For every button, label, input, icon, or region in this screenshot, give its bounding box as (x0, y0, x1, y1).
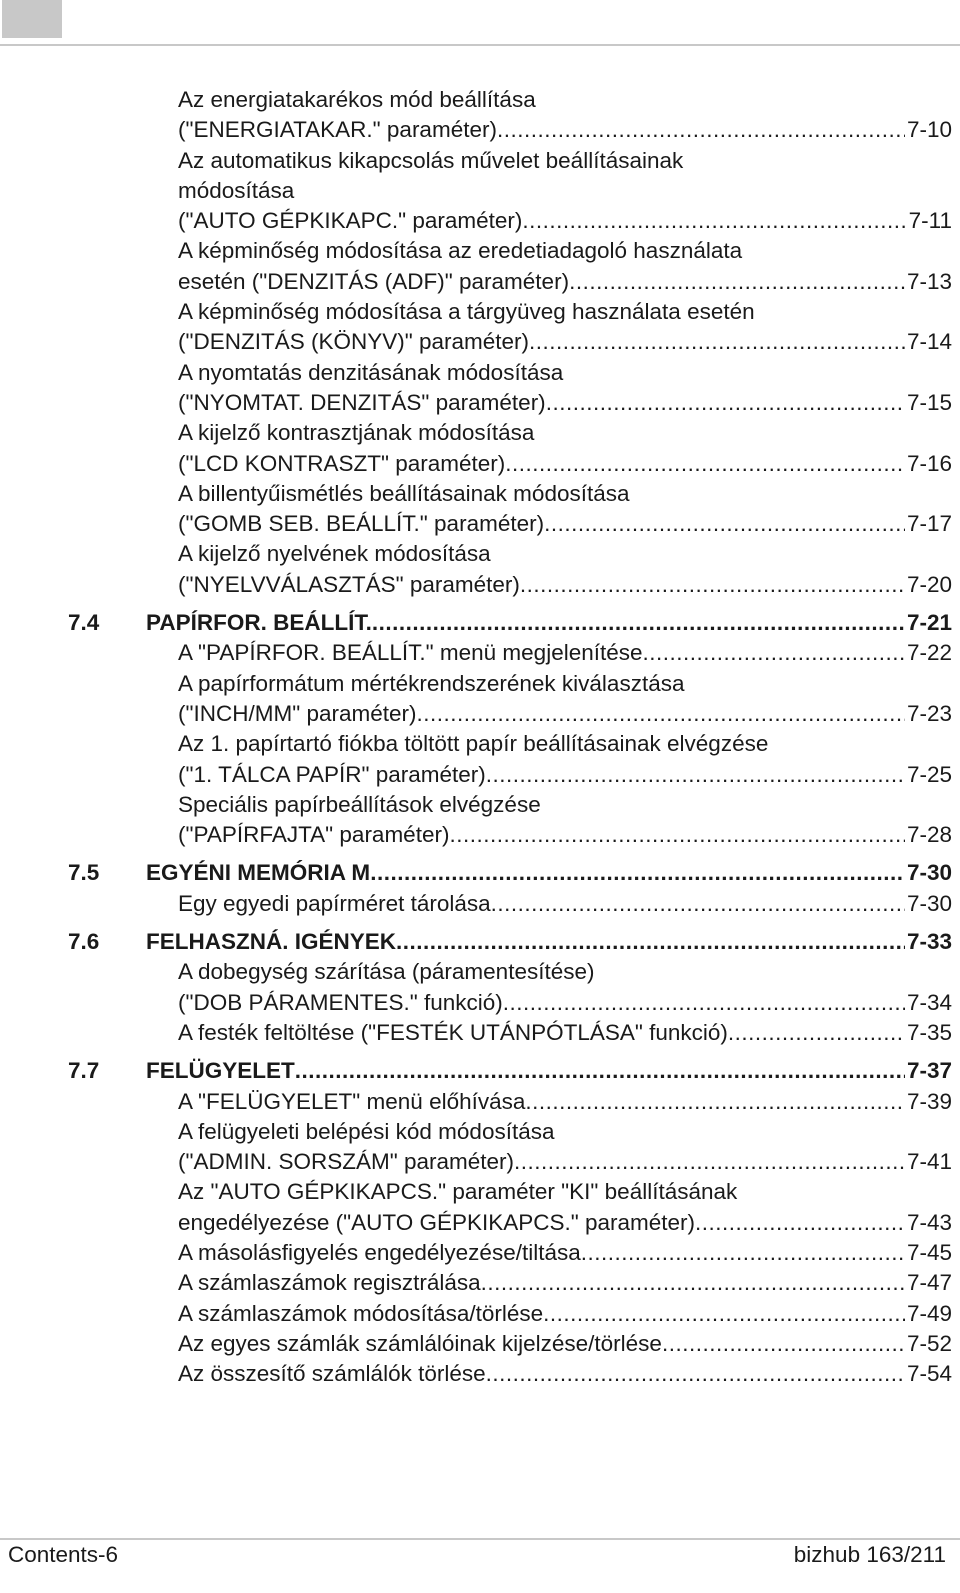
page-number: 7-28 (906, 822, 952, 848)
page-number: 7-37 (906, 1058, 952, 1084)
page-number: 7-23 (906, 700, 952, 726)
toc-entry[interactable] (60, 1238, 952, 1268)
footer-page-label: Contents-6 (8, 1542, 119, 1567)
page-number: 7-16 (906, 450, 952, 476)
dot-leader (486, 760, 905, 790)
entry-title-line: A képminőség módosítása a tárgyüveg használata esetén (178, 299, 755, 325)
entry-title-line: A kijelző kontrasztjának módosítása (178, 420, 535, 446)
dot-leader (372, 608, 905, 638)
entry-title-line: ("ADMIN. SORSZÁM" paraméter) (178, 1149, 515, 1175)
toc-entry[interactable] (60, 146, 952, 237)
footer-product-name: bizhub 163/211 (793, 1542, 946, 1567)
dot-leader (544, 509, 905, 539)
page-number: 7-39 (906, 1088, 952, 1114)
entry-title-line: A nyomtatás denzitásának módosítása (178, 359, 564, 385)
toc-entry[interactable] (60, 1329, 952, 1359)
entry-title-line: A dobegység szárítása (páramentesítése) (178, 959, 595, 985)
entry-title-line: A festék feltöltése ("FESTÉK UTÁNPÓTLÁSA" funkció) (178, 1019, 728, 1045)
page-number: 7-13 (906, 268, 952, 294)
entry-title-line: A számlaszámok módosítása/törlése (178, 1300, 544, 1326)
section-number: 7.7 (68, 1058, 100, 1084)
page-number: 7-43 (906, 1209, 952, 1235)
table-of-contents (60, 85, 952, 1389)
entry-title-line: FELÜGYELET (146, 1058, 295, 1084)
dot-leader (525, 1087, 905, 1117)
entry-title-line: Az 1. papírtartó fiókba töltött papír beállításainak elvégzése (178, 731, 769, 757)
toc-entry[interactable] (60, 889, 952, 919)
toc-entry[interactable] (60, 479, 952, 540)
toc-entry[interactable] (60, 729, 952, 790)
dot-leader (481, 1268, 905, 1298)
toc-entry[interactable] (60, 236, 952, 297)
page-number: 7-10 (906, 117, 952, 143)
entry-title-line: FELHASZNÁ. IGÉNYEK (146, 929, 397, 955)
toc-entry[interactable] (60, 418, 952, 479)
page-number: 7-30 (906, 890, 952, 916)
page-number: 7-22 (906, 640, 952, 666)
dot-leader (643, 638, 905, 668)
entry-title-line: ("DENZITÁS (KÖNYV)" paraméter) (178, 329, 530, 355)
page-number: 7-17 (906, 511, 952, 537)
page-number: 7-20 (906, 571, 952, 597)
toc-section-heading[interactable] (60, 1056, 952, 1086)
dot-leader (486, 1359, 905, 1389)
page-number: 7-49 (906, 1300, 952, 1326)
dot-leader (569, 267, 905, 297)
page-number: 7-15 (906, 389, 952, 415)
page-number: 7-21 (906, 610, 952, 636)
dot-leader (581, 1238, 905, 1268)
dot-leader (449, 820, 905, 850)
page-number: 7-14 (906, 329, 952, 355)
dot-leader (497, 115, 905, 145)
toc-entry[interactable] (60, 669, 952, 730)
page-number: 7-41 (906, 1149, 952, 1175)
toc-section-heading[interactable] (60, 927, 952, 957)
dot-leader (529, 327, 905, 357)
corner-tab (2, 0, 62, 38)
dot-leader (417, 699, 905, 729)
dot-leader (396, 927, 905, 957)
toc-entry[interactable] (60, 85, 952, 146)
entry-title-line: ("NYOMTAT. DENZITÁS" paraméter) (178, 389, 546, 415)
entry-title-line: A "PAPÍRFOR. BEÁLLÍT." menü megjelenítése (178, 640, 643, 666)
entry-title-line: A másolásfigyelés engedélyezése/tiltása (178, 1239, 581, 1265)
dot-leader (546, 388, 905, 418)
entry-title-line: PAPÍRFOR. BEÁLLÍT. (146, 610, 372, 636)
entry-title-line: esetén ("DENZITÁS (ADF)" paraméter) (178, 268, 570, 294)
entry-title-line: ("GOMB SEB. BEÁLLÍT." paraméter) (178, 511, 545, 537)
entry-title-line: Egy egyedi papírméret tárolása (178, 890, 491, 916)
page-number: 7-25 (906, 761, 952, 787)
section-number: 7.5 (68, 860, 100, 886)
dot-leader (543, 1299, 905, 1329)
entry-title-line: A papírformátum mértékrendszerének kiválasztása (178, 670, 685, 696)
entry-title-line: Az összesítő számlálók törlése (178, 1361, 486, 1387)
entry-title-line: Az "AUTO GÉPKIKAPCS." paraméter "KI" beállításának (178, 1179, 738, 1205)
entry-title-line: A képminőség módosítása az eredetiadagoló használata (178, 238, 743, 264)
entry-title-line: A "FELÜGYELET" menü előhívása (178, 1088, 526, 1114)
dot-leader (522, 206, 906, 236)
dot-leader (728, 1018, 905, 1048)
toc-entry[interactable] (60, 1117, 952, 1178)
dot-leader (491, 889, 905, 919)
header-rule (0, 44, 960, 46)
page-number: 7-54 (906, 1361, 952, 1387)
toc-entry[interactable] (60, 1018, 952, 1048)
page-number: 7-30 (906, 860, 952, 886)
entry-title-line: Speciális papírbeállítások elvégzése (178, 791, 541, 817)
entry-title-line: A billentyűismétlés beállításainak módosítása (178, 480, 630, 506)
toc-section-heading[interactable] (60, 608, 952, 638)
entry-title-line: módosítása (178, 177, 295, 203)
page-number: 7-35 (906, 1019, 952, 1045)
page-number: 7-11 (908, 208, 952, 234)
toc-entry[interactable] (60, 790, 952, 851)
dot-leader (662, 1329, 905, 1359)
dot-leader (695, 1208, 905, 1238)
dot-leader (520, 570, 905, 600)
toc-entry[interactable] (60, 1087, 952, 1117)
entry-title-line: Az egyes számlák számlálóinak kijelzése/törlése (178, 1330, 662, 1356)
page-number: 7-33 (906, 929, 952, 955)
page-number: 7-52 (906, 1330, 952, 1356)
entry-title-line: A felügyeleti belépési kód módosítása (178, 1118, 555, 1144)
toc-section-heading[interactable] (60, 858, 952, 888)
entry-title-line: Az automatikus kikapcsolás művelet beállításainak (178, 147, 684, 173)
section-number: 7.4 (68, 610, 100, 636)
entry-title-line: ("LCD KONTRASZT" paraméter) (178, 450, 506, 476)
entry-title-line: Az energiatakarékos mód beállítása (178, 87, 536, 112)
entry-title-line: ("DOB PÁRAMENTES." funkció) (178, 989, 503, 1015)
entry-title-line: EGYÉNI MEMÓRIA M (146, 860, 371, 886)
toc-entry[interactable] (60, 1177, 952, 1238)
entry-title-line: ("AUTO GÉPKIKAPC." paraméter) (178, 208, 523, 234)
entry-title-line: ("PAPÍRFAJTA" paraméter) (178, 822, 450, 848)
entry-title-line: ("1. TÁLCA PAPÍR" paraméter) (178, 761, 486, 787)
entry-title-line: ("NYELVVÁLASZTÁS" paraméter) (178, 571, 520, 597)
toc-entry[interactable] (60, 1268, 952, 1298)
toc-entry[interactable] (60, 638, 952, 668)
dot-leader (370, 858, 905, 888)
section-number: 7.6 (68, 929, 100, 955)
entry-title-line: A kijelző nyelvének módosítása (178, 541, 491, 567)
dot-leader (503, 988, 905, 1018)
toc-entry[interactable] (60, 1359, 952, 1389)
dot-leader (514, 1147, 905, 1177)
page-number: 7-34 (906, 989, 952, 1015)
page-number: 7-47 (906, 1270, 952, 1296)
entry-title-line: ("INCH/MM" paraméter) (178, 700, 417, 726)
toc-entry[interactable] (60, 957, 952, 1018)
entry-title-line: A számlaszámok regisztrálása (178, 1270, 481, 1296)
toc-entry[interactable] (60, 539, 952, 600)
toc-entry[interactable] (60, 297, 952, 358)
toc-entry[interactable] (60, 1299, 952, 1329)
dot-leader (505, 449, 905, 479)
footer-rule (0, 1538, 960, 1540)
toc-entry[interactable] (60, 358, 952, 419)
dot-leader (295, 1056, 905, 1086)
entry-title-line: engedélyezése ("AUTO GÉPKIKAPCS." paraméter) (178, 1209, 696, 1235)
page-number: 7-45 (906, 1239, 952, 1265)
entry-title-line: ("ENERGIATAKAR." paraméter) (178, 117, 497, 143)
